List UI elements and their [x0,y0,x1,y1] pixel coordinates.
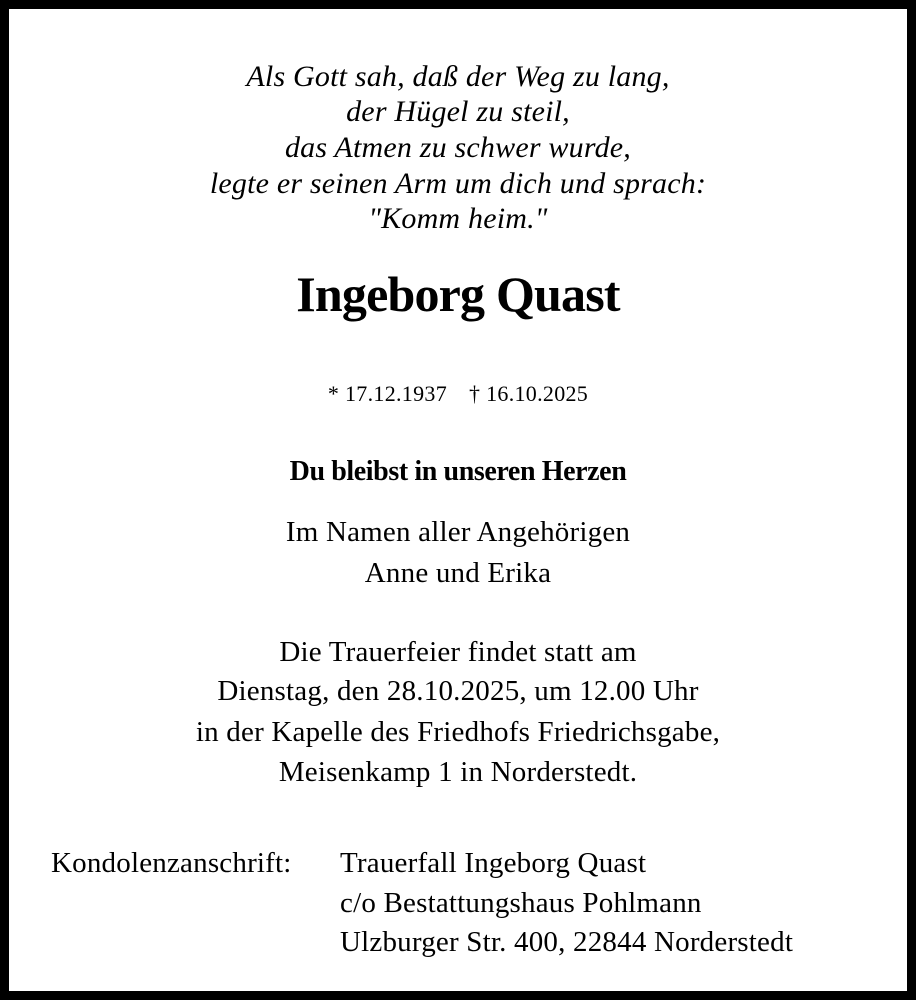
condolence-line: Ulzburger Str. 400, 22844 Norderstedt [340,926,794,958]
condolence-line: Trauerfall Ingeborg Quast [340,847,647,879]
funeral-line: in der Kapelle des Friedhofs Friedrichsgabe, [195,716,721,748]
condolence-label: Kondolenzanschrift: [51,847,292,879]
signatories-intro: Im Namen aller Angehörigen [285,516,631,548]
deceased-name: Ingeborg Quast [296,266,620,322]
funeral-line: Meisenkamp 1 in Norderstedt. [278,756,638,788]
signatories-names: Anne und Erika [364,557,552,589]
verse-line: Als Gott sah, daß der Weg zu lang, [246,60,670,93]
verse-line: legte er seinen Arm um dich und sprach: [209,167,707,200]
verse-line: das Atmen zu schwer wurde, [284,131,632,164]
condolence-line: c/o Bestattungshaus Pohlmann [340,887,702,919]
death-date: † 16.10.2025 [469,381,589,406]
motto: Du bleibst in unseren Herzen [289,456,627,487]
verse-line: der Hügel zu steil, [346,95,570,128]
birth-date: * 17.12.1937 [327,381,447,406]
funeral-line: Die Trauerfeier findet statt am [279,636,637,668]
verse-line: "Komm heim." [368,202,548,235]
funeral-line: Dienstag, den 28.10.2025, um 12.00 Uhr [217,675,699,707]
life-dates [9,383,907,405]
